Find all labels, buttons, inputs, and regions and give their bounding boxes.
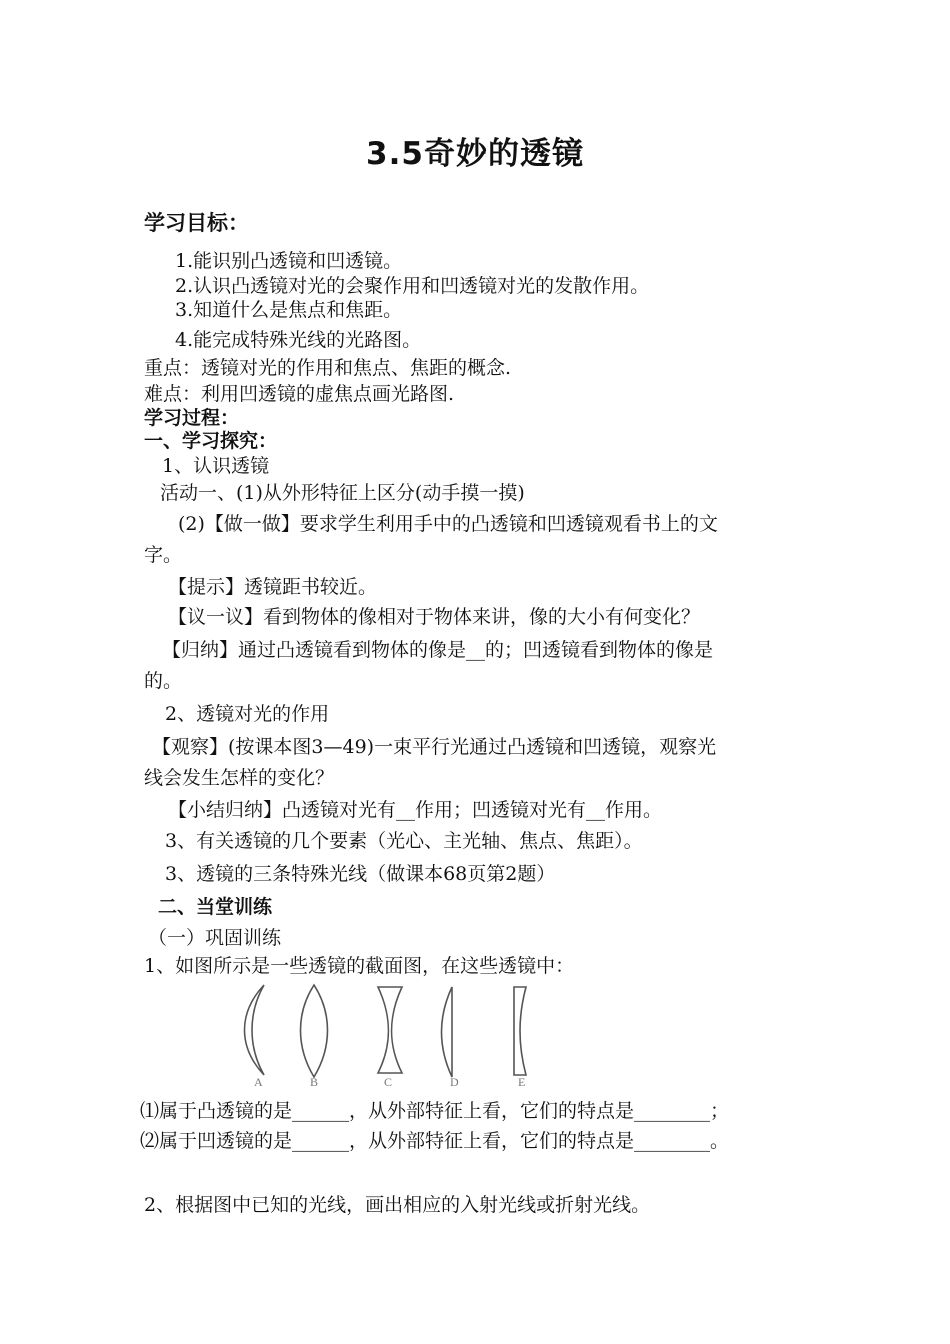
objective-item: 1.能识别凸透镜和凹透镜。 <box>175 250 403 272</box>
lens-label-e: E <box>518 1075 526 1089</box>
objectives-heading: 学习目标： <box>144 211 249 235</box>
summary-text: 【归纳】通过凸透镜看到物体的像是__的；凹透镜看到物体的像是 <box>162 639 714 661</box>
lens-label-d: D <box>450 1075 459 1089</box>
section-heading-1: 一、学习探究： <box>144 430 278 452</box>
summary-text: 的。 <box>144 670 183 692</box>
paragraph-text: 字。 <box>144 544 183 566</box>
lens-label-a: A <box>254 1075 263 1089</box>
subsection-title: 2、透镜对光的作用 <box>165 703 330 725</box>
hint-text: 【提示】透镜距书较近。 <box>168 576 378 598</box>
lens-cross-section-figure <box>226 983 556 1091</box>
objective-item: 4.能完成特殊光线的光路图。 <box>175 329 422 351</box>
conclusion-text: 【小结归纳】凸透镜对光有__作用；凹透镜对光有__作用。 <box>168 799 663 821</box>
lens-label-b: B <box>310 1075 319 1089</box>
question-part-b: ⑵属于凹透镜的是______，从外部特征上看，它们的特点是________。 <box>140 1130 730 1152</box>
difficulty-point: 难点：利用凹透镜的虚焦点画光路图. <box>144 383 455 405</box>
observe-text: 【观察】(按课本图3—49)一束平行光通过凸透镜和凹透镜，观察光 <box>152 736 717 758</box>
observe-text: 线会发生怎样的变化？ <box>144 767 335 789</box>
lens-shape-b <box>301 985 328 1077</box>
subsection-title: 3、有关透镜的几个要素（光心、主光轴、焦点、焦距）。 <box>165 830 643 852</box>
question-text: 1、如图所示是一些透镜的截面图，在这些透镜中： <box>144 955 575 977</box>
subsection-title: 3、透镜的三条特殊光线（做课本68页第2题） <box>165 863 556 885</box>
lens-shape-e <box>514 987 526 1075</box>
lens-shape-d <box>442 987 453 1077</box>
objective-item: 3.知道什么是焦点和焦距。 <box>175 299 403 321</box>
process-heading: 学习过程： <box>144 407 240 429</box>
lens-shape-a <box>245 985 265 1075</box>
paragraph-text: (2)【做一做】要求学生利用手中的凸透镜和凹透镜观看书上的文 <box>178 513 718 535</box>
key-point: 重点：透镜对光的作用和焦点、焦距的概念. <box>144 357 512 379</box>
activity-text: 活动一、(1)从外形特征上区分(动手摸一摸) <box>160 482 525 504</box>
section-heading-2: 二、当堂训练 <box>158 896 273 918</box>
objective-item: 2.认识凸透镜对光的会聚作用和凹透镜对光的发散作用。 <box>175 275 650 297</box>
subsection-title: （一）巩固训练 <box>148 927 282 949</box>
question-part-a: ⑴属于凸透镜的是______，从外部特征上看，它们的特点是________； <box>140 1100 730 1122</box>
page-title: 3.5奇妙的透镜 <box>366 136 584 172</box>
lens-shape-c <box>378 987 402 1073</box>
question-text: 2、根据图中已知的光线，画出相应的入射光线或折射光线。 <box>144 1194 651 1216</box>
discuss-text: 【议一议】看到物体的像相对于物体来讲，像的大小有何变化？ <box>168 606 701 628</box>
subsection-title: 1、认识透镜 <box>162 455 270 477</box>
lens-label-c: C <box>384 1075 393 1089</box>
